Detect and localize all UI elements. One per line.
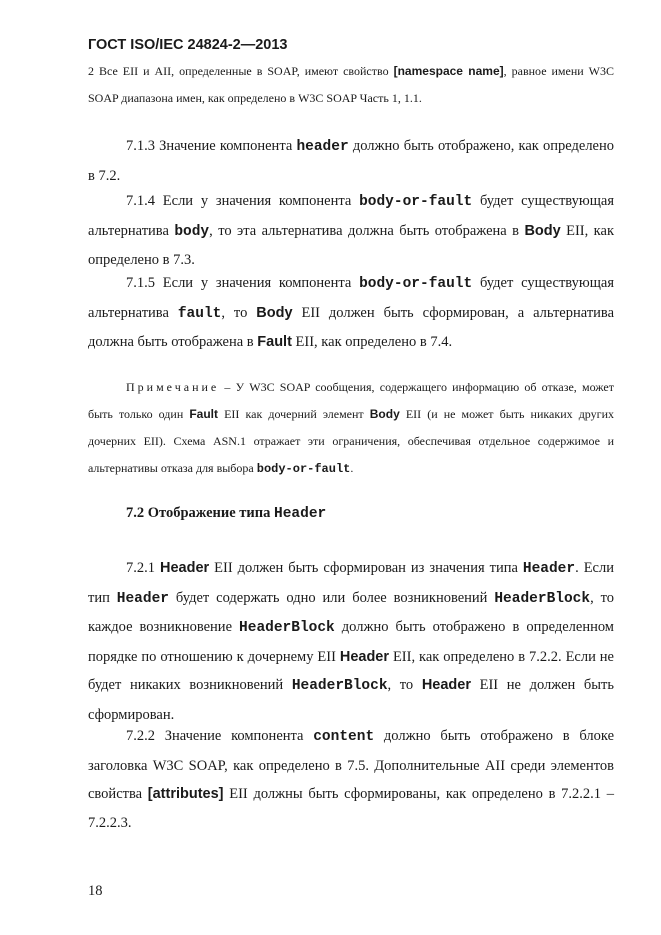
paragraph-7-1-5: 7.1.5 Если у значения компонента body-or-fault будет существующая альтернатива fault, то Body EII должен быть сформирован, а альтернатива должна быть отображена в Fault EII, как определено в 7.4. [88, 275, 615, 350]
note-label: Примечание [126, 380, 220, 394]
paragraph-7-2-2: 7.2.2 Значение компонента content должно быть отображено в блоке заголовка W3C SOAP, как определено в 7.5. Дополнительные AII среди элементов свойства [attributes] EII должны быть сформированы, как определено в 7.2.2.1 – 7.2.2.3. [88, 728, 615, 831]
note-block: Примечание – У W3C SOAP сообщения, содержащего информацию об отказе, может быть только один Fault EII как дочерний элемент Body EII (и не может быть никаких других дочерних EII). Схема ASN.1 отражает эти ограничения, обеспечивая отдельное содержимое и альтернативы отказа для выбора body-or-fault. [88, 380, 614, 476]
paragraph-7-1-4: 7.1.4 Если у значения компонента body-or-fault будет существующая альтернатива body, то эта альтернатива должна быть отображена в Body EII, как определено в 7.3. [88, 193, 615, 268]
footnote-2: 2 Все EII и AII, определенные в SOAP, имеют свойство [namespace name], равное имени W3C SOAP диапазона имен, как определено в W3C SOAP Часть 1, 1.1. [88, 64, 615, 105]
paragraph-7-2-1: 7.2.1 Header EII должен быть сформирован из значения типа Header. Если тип Header будет содержать одно или более возникновений HeaderBlock, то каждое возникновение HeaderBlock должно быть отображено в определенном порядке по отношению к дочернему EII Header EII, как определено в 7.2.2. Если не будет никаких возникновений HeaderBlock, то Header EII не должен быть сформирован. [88, 560, 615, 723]
paragraph-7-1-3: 7.1.3 Значение компонента header должно быть отображено, как определено в 7.2. [88, 138, 615, 184]
section-heading-7-2: 7.2 Отображение типа Header [126, 505, 327, 522]
page-number: 18 [88, 883, 103, 899]
page-header: ГОСТ ISO/IEC 24824-2—2013 [88, 37, 288, 53]
